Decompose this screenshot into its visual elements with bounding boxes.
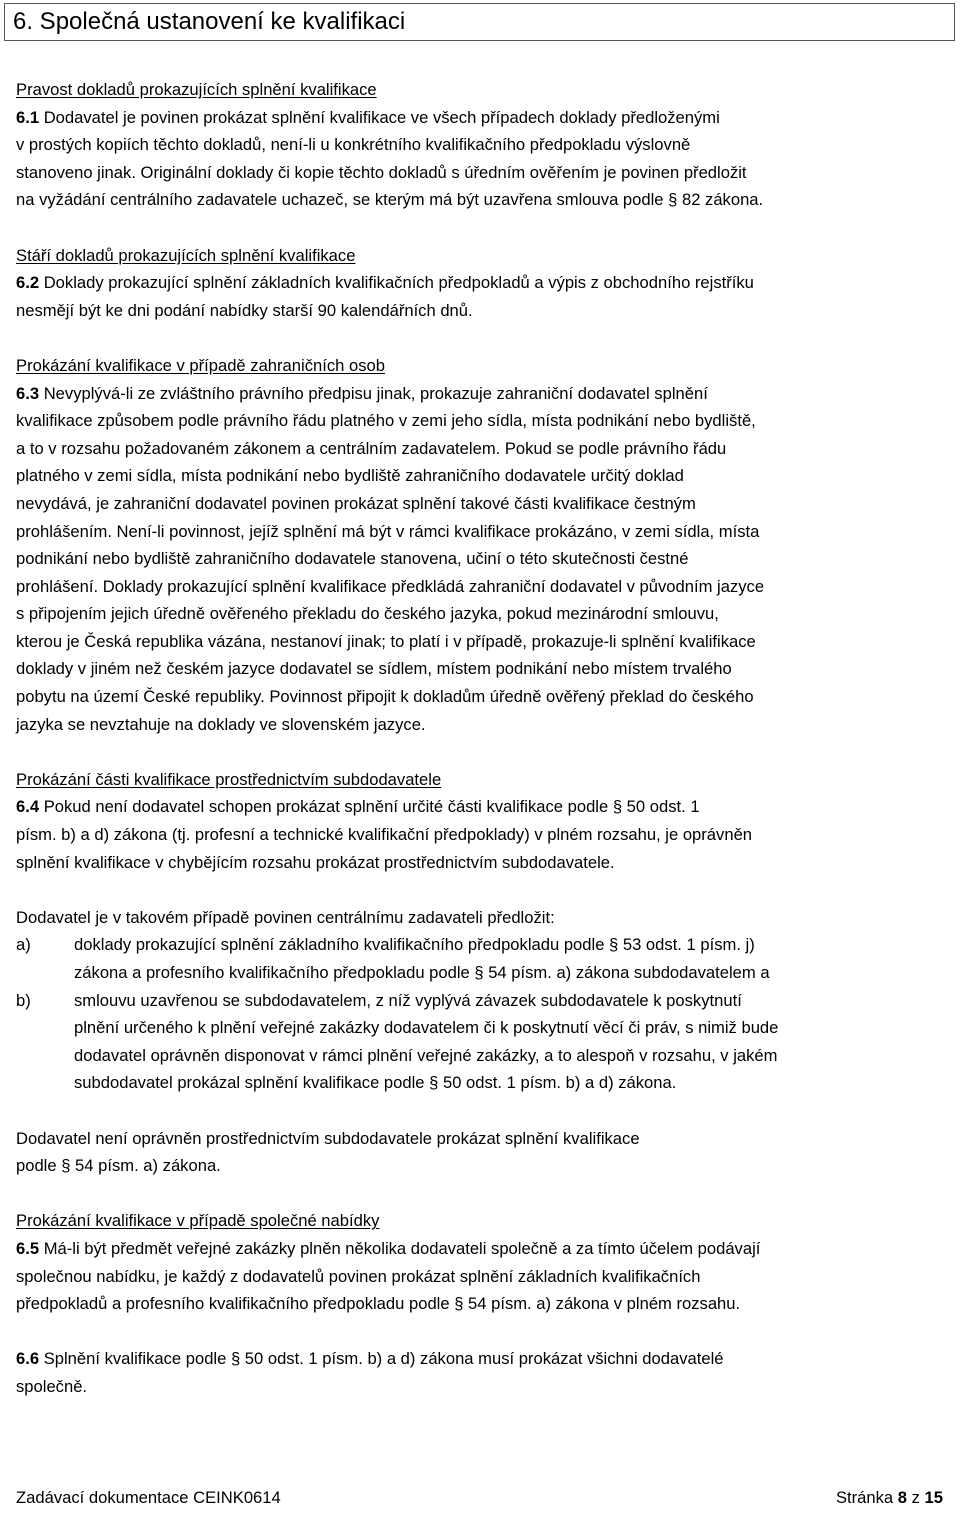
spacer <box>16 876 943 904</box>
page-label: Stránka <box>835 1488 894 1507</box>
spacer <box>16 1318 943 1346</box>
paragraph-line: podle § 54 písm. a) zákona. <box>16 1156 221 1176</box>
paragraph-line <box>16 1345 943 1373</box>
list-item <box>16 987 943 1097</box>
paragraph-text: Splnění kvalifikace podle § 50 odst. 1 písm. b) a d) zákona musí prokázat všichni dodavatelé <box>39 1349 724 1369</box>
paragraph-line: platného v zemi sídla, místa podnikání nebo bydliště zahraničního dodavatele určitý doklad <box>16 466 684 486</box>
list-marker: b) <box>16 990 31 1010</box>
paragraph-line: společně. <box>16 1376 88 1396</box>
paragraph-line <box>16 1235 943 1263</box>
paragraph-number: 6.6 <box>16 1349 40 1369</box>
paragraph-line: stanoveno jinak. Originální doklady či kopie těchto dokladů s úředním ověřením je povinen předložit <box>16 162 747 182</box>
section-title-authenticity: Pravost dokladů prokazujících splnění kvalifikace <box>16 80 377 99</box>
paragraph-text: Nevyplývá-li ze zvláštního právního předpisu jinak, prokazuje zahraniční dodavatel splnění <box>39 383 708 403</box>
footer-page-number <box>836 1487 943 1509</box>
paragraph-text: Pokud není dodavatel schopen prokázat splnění určité části kvalifikace podle § 50 odst. 1 <box>39 797 700 817</box>
list-item-line: subdodavatel prokázal splnění kvalifikace podle § 50 odst. 1 písm. b) a d) zákona. <box>74 1073 677 1093</box>
paragraph-line: pobytu na území České republiky. Povinnost připojit k dokladům úředně ověřený překlad do českého <box>16 687 754 707</box>
paragraph-line <box>16 380 943 408</box>
list-item-line: plnění určeného k plnění veřejné zakázky dodavatelem či k poskytnutí věcí či práv, s nimiž bude <box>74 1018 779 1038</box>
paragraph-line: na vyžádání centrálního zadavatele uchazeč, se kterým má být uzavřena smlouva podle § 82 zákona. <box>16 190 764 210</box>
section-title-joint-offer: Prokázání kvalifikace v případě společné nabídky <box>16 1211 380 1231</box>
paragraph-line: nesmějí být ke dni podání nabídky starší 90 kalendářních dnů. <box>16 300 473 320</box>
paragraph-line: prohlášení. Doklady prokazující splnění kvalifikace předkládá zahraniční dodavatel v původním jazyce <box>16 576 765 596</box>
current-page: 8 <box>897 1488 907 1507</box>
paragraph-number: 6.2 <box>16 273 40 293</box>
paragraph-line: v prostých kopiích těchto dokladů, není-li u konkrétního kvalifikačního předpokladu výslovně <box>16 135 691 155</box>
paragraph-line <box>16 793 943 821</box>
paragraph-line: a to v rozsahu požadovaném zákonem a centrálním zadavatelem. Pokud se podle právního řádu <box>16 438 727 458</box>
paragraph-number: 6.5 <box>16 1238 40 1258</box>
chapter-heading-box <box>4 3 955 41</box>
paragraph-line <box>16 269 943 297</box>
list-marker: a) <box>16 935 31 955</box>
paragraph-line: prohlášením. Není-li povinnost, jejíž splnění má být v rámci kvalifikace prokázáno, v zemi sídla, místa <box>16 521 760 541</box>
paragraph-line: předpokladů a profesního kvalifikačního předpokladu podle § 54 písm. a) zákona v plném rozsahu. <box>16 1294 741 1314</box>
paragraph-line: Dodavatel je v takovém případě povinen centrálnímu zadavateli předložit: <box>16 907 555 927</box>
spacer <box>16 214 943 242</box>
list-item-line: zákona a profesního kvalifikačního předpokladu podle § 54 písm. a) zákona subdodavatelem a <box>74 963 770 982</box>
paragraph-text: Má-li být předmět veřejné zakázky plněn několika dodavateli společně a za tímto účelem podávají <box>39 1238 761 1258</box>
paragraph-line: splnění kvalifikace v chybějícím rozsahu prokázat prostřednictvím subdodavatele. <box>16 852 615 872</box>
list-item-line: dodavatel oprávněn disponovat v rámci plnění veřejné zakázky, a to alespoň v rozsahu, v jakém <box>74 1045 778 1065</box>
spacer <box>16 324 943 352</box>
paragraph-line: Dodavatel není oprávněn prostřednictvím subdodavatele prokázat splnění kvalifikace <box>16 1128 640 1148</box>
paragraph-line: nevydává, je zahraniční dodavatel povinen prokázat splnění takové části kvalifikace čestným <box>16 493 696 513</box>
paragraph-line: kterou je Česká republika vázána, nestanoví jinak; to platí i v případě, prokazuje-li splnění kvalifikace <box>16 631 756 651</box>
spacer <box>16 1180 943 1208</box>
spacer <box>16 738 943 766</box>
section-title-foreign-persons: Prokázání kvalifikace v případě zahraničních osob <box>16 355 385 375</box>
page-of: z <box>911 1488 920 1507</box>
paragraph-text: Dodavatel je povinen prokázat splnění kvalifikace ve všech případech doklady předloženými <box>39 107 720 127</box>
paragraph-line: podnikání nebo bydliště zahraničního dodavatele stanovena, učiní o této skutečnosti čestné <box>16 549 689 569</box>
document-body <box>16 76 943 1401</box>
spacer <box>16 1097 943 1125</box>
paragraph-number: 6.1 <box>16 107 40 127</box>
paragraph-line: jazyka se nevztahuje na doklady ve slovenském jazyce. <box>16 714 426 734</box>
paragraph-number: 6.3 <box>16 383 40 403</box>
footer-document-id: Zadávací dokumentace CEINK0614 <box>16 1488 281 1507</box>
paragraph-line: s připojením jejich úředně ověřeného překladu do českého jazyka, pokud mezinárodní smlouvu, <box>16 604 719 624</box>
total-pages: 15 <box>924 1488 943 1507</box>
paragraph-line: písm. b) a d) zákona (tj. profesní a technické kvalifikační předpoklady) v plném rozsahu, je oprávněn <box>16 825 753 845</box>
chapter-heading: 6. Společná ustanovení ke kvalifikaci <box>13 8 406 35</box>
paragraph-line: doklady v jiném než českém jazyce dodavatel se sídlem, místem podnikání nebo místem trvalého <box>16 659 732 679</box>
list-item-line: doklady prokazující splnění základního kvalifikačního předpokladu podle § 53 odst. 1 písm. j) <box>74 935 755 955</box>
list-item <box>16 931 943 986</box>
section-title-subcontractor: Prokázání části kvalifikace prostřednictvím subdodavatele <box>16 769 442 789</box>
section-title-document-age: Stáří dokladů prokazujících splnění kvalifikace <box>16 245 356 265</box>
paragraph-line: společnou nabídku, je každý z dodavatelů povinen prokázat splnění základních kvalifikačních <box>16 1266 701 1286</box>
paragraph-text: Doklady prokazující splnění základních kvalifikačních předpokladů a výpis z obchodního rejstříku <box>39 273 754 293</box>
paragraph-number: 6.4 <box>16 797 40 817</box>
paragraph-line: kvalifikace způsobem podle právního řádu platného v zemi jeho sídla, místa podnikání nebo bydliště, <box>16 411 756 431</box>
list-item-line: smlouvu uzavřenou se subdodavatelem, z níž vyplývá závazek subdodavatele k poskytnutí <box>74 990 742 1010</box>
paragraph-line <box>16 104 943 132</box>
